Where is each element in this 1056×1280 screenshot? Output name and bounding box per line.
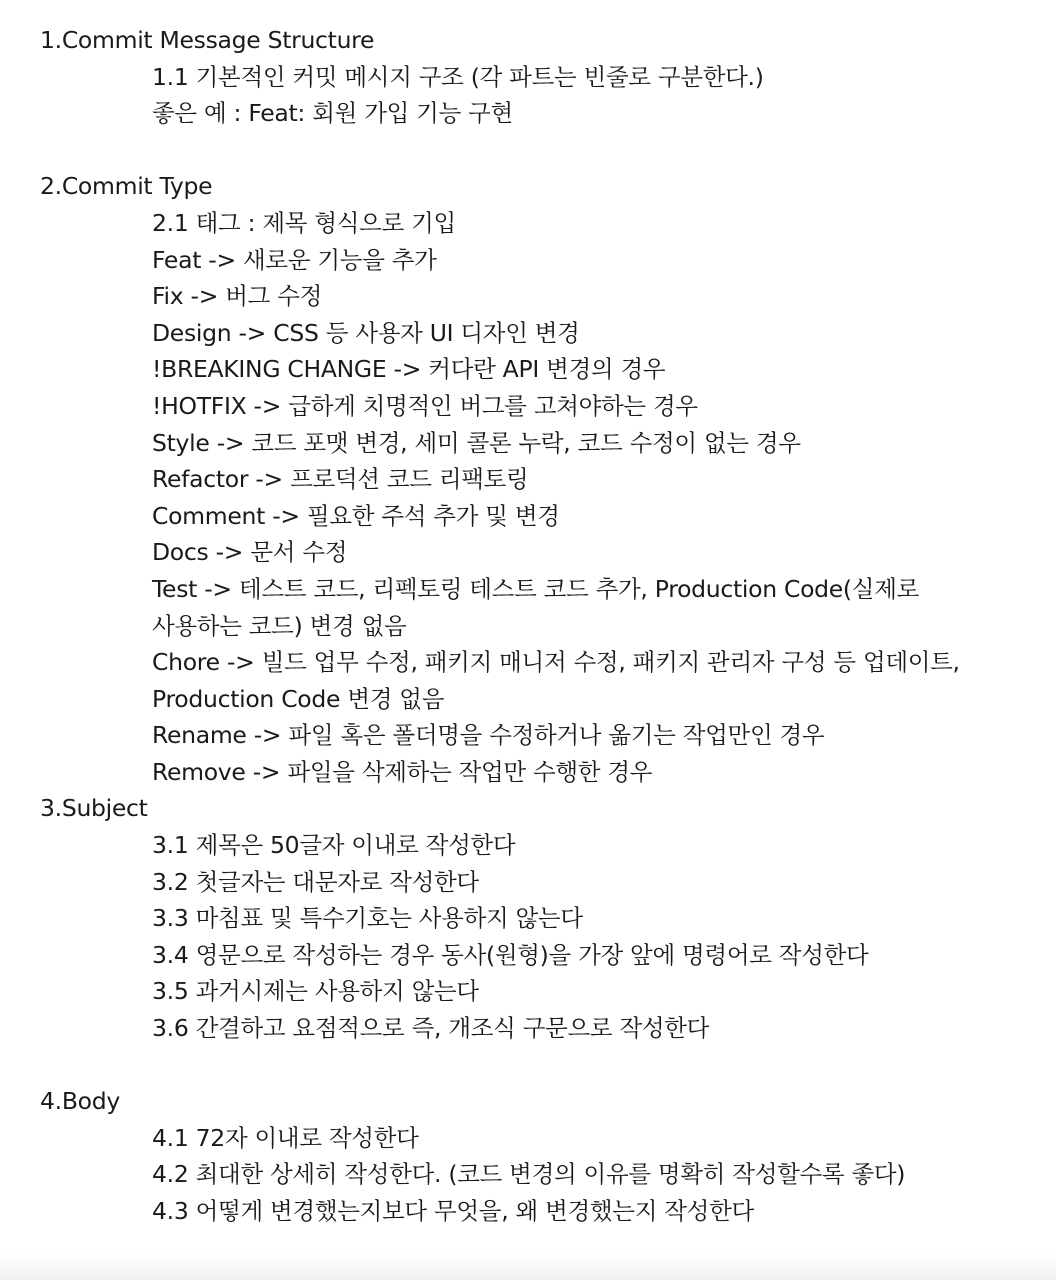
list-item: Chore -> 빌드 업무 수정, 패키지 매니저 수정, 패키지 관리자 구성 등 업데이트, [152, 648, 960, 677]
bottom-fade-band [0, 1254, 1056, 1280]
list-item: !HOTFIX -> 급하게 치명적인 버그를 고쳐야하는 경우 [152, 391, 698, 420]
list-item: 4.2 최대한 상세히 작성한다. (코드 변경의 이유를 명확히 작성할수록 좋다) [152, 1160, 906, 1189]
list-item: 4.3 어떻게 변경했는지보다 무엇을, 왜 변경했는지 작성한다 [152, 1197, 754, 1225]
list-item: 4.1 72자 이내로 작성한다 [152, 1123, 419, 1152]
section-heading-body: 4.Body [40, 1087, 120, 1116]
list-item: 3.5 과거시제는 사용하지 않는다 [152, 977, 479, 1006]
list-item: 1.1 기본적인 커밋 메시지 구조 (각 파트는 빈줄로 구분한다.) [152, 62, 764, 91]
blank-line [40, 1047, 1030, 1084]
section-heading-commit-type: 2.Commit Type [40, 172, 213, 201]
list-item: 3.3 마침표 및 특수기호는 사용하지 않는다 [152, 904, 583, 933]
list-item: 3.1 제목은 50글자 이내로 작성한다 [152, 831, 516, 860]
section-heading-subject: 3.Subject [40, 794, 148, 823]
list-item: Rename -> 파일 혹은 폴더명을 수정하거나 옮기는 작업만인 경우 [152, 721, 825, 750]
list-item: 3.2 첫글자는 대문자로 작성한다 [152, 867, 479, 896]
list-item: !BREAKING CHANGE -> 커다란 API 변경의 경우 [152, 355, 666, 384]
list-item: 2.1 태그 : 제목 형식으로 기입 [152, 208, 456, 237]
list-item: Refactor -> 프로덕션 코드 리팩토링 [152, 465, 529, 494]
list-item: 좋은 예 : Feat: 회원 가입 기능 구현 [152, 99, 513, 128]
list-item: Design -> CSS 등 사용자 UI 디자인 변경 [152, 318, 580, 347]
list-item: 3.4 영문으로 작성하는 경우 동사(원형)을 가장 앞에 명령어로 작성한다 [152, 940, 869, 969]
list-item: Remove -> 파일을 삭제하는 작업만 수행한 경우 [152, 757, 653, 786]
list-item-continuation: 사용하는 코드) 변경 없음 [152, 611, 407, 640]
list-item: Docs -> 문서 수정 [152, 538, 348, 567]
list-item: Test -> 테스트 코드, 리펙토링 테스트 코드 추가, Production Code(실제로 [152, 574, 919, 603]
list-item: 3.6 간결하고 요점적으로 즉, 개조식 구문으로 작성한다 [152, 1014, 710, 1043]
blank-line [40, 132, 1030, 169]
list-item-continuation: Production Code 변경 없음 [152, 684, 445, 713]
list-item: Style -> 코드 포맷 변경, 세미 콜론 누락, 코드 수정이 없는 경우 [152, 428, 801, 457]
list-item: Fix -> 버그 수정 [152, 282, 323, 311]
list-item: Comment -> 필요한 주석 추가 및 변경 [152, 501, 560, 530]
section-heading-commit-message-structure: 1.Commit Message Structure [40, 26, 375, 54]
list-item: Feat -> 새로운 기능을 추가 [152, 245, 437, 274]
document-body [40, 22, 1030, 1230]
